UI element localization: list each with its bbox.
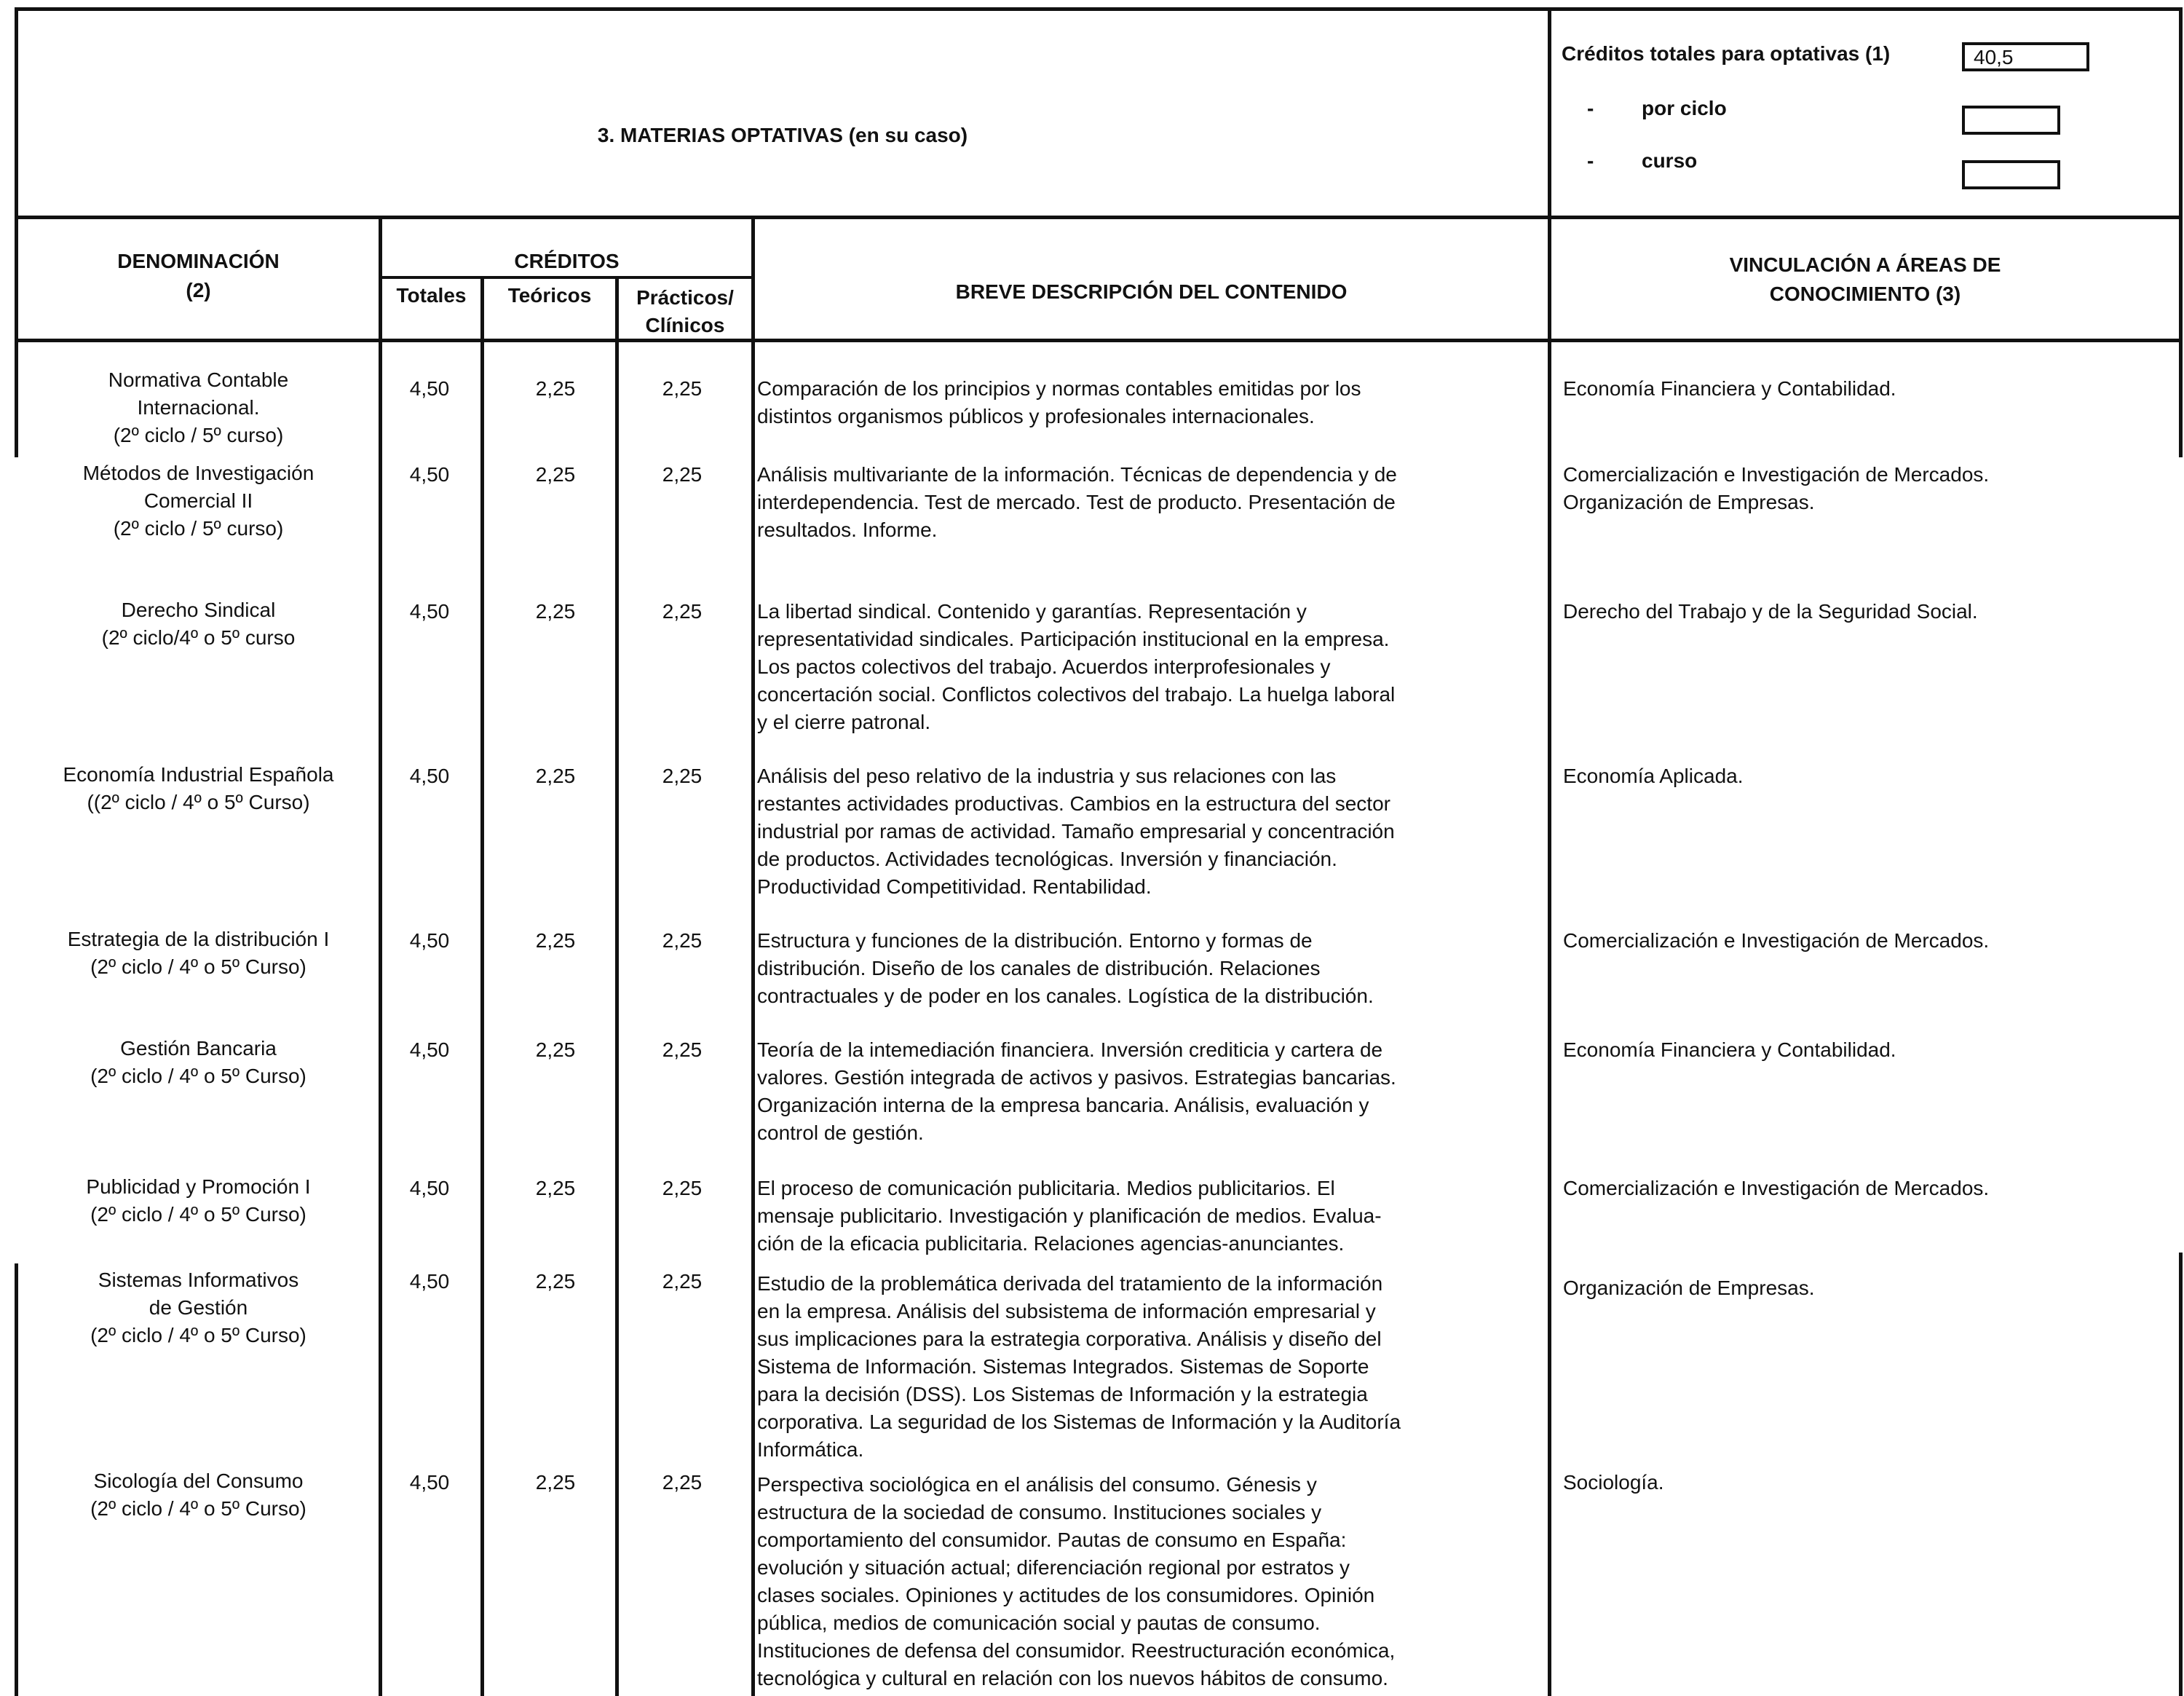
knowledge-area: Economía Aplicada. <box>1563 765 1744 787</box>
knowledge-area: Economía Financiera y Contabilidad. <box>1563 377 1896 400</box>
knowledge-area: Sociología. <box>1563 1471 1664 1494</box>
credits-practice: 2,25 <box>662 600 703 623</box>
credits-total: 4,50 <box>409 1038 450 1061</box>
credits-theory: 2,25 <box>535 765 576 787</box>
column-header-bottom-rule <box>15 339 2183 342</box>
course-dash: - <box>1587 149 1594 172</box>
subject-name: Gestión Bancaria (2º ciclo / 4º o 5º Curso) <box>90 1037 306 1087</box>
col-totales: Totales <box>396 284 467 307</box>
per-cycle-label: por ciclo <box>1642 97 1727 119</box>
credits-practice: 2,25 <box>662 1177 703 1199</box>
description: Comparación de los principios y normas contables emitidas por los distintos organismos públicos y profesionales internacionales. <box>757 377 1361 427</box>
credits-total: 4,50 <box>409 600 450 623</box>
credits-theory: 2,25 <box>535 1177 576 1199</box>
credits-total: 4,50 <box>409 463 450 486</box>
col-vinculacion-line2: CONOCIMIENTO (3) <box>1769 283 1961 305</box>
credits-theory: 2,25 <box>535 600 576 623</box>
knowledge-area: Economía Financiera y Contabilidad. <box>1563 1038 1896 1061</box>
col-denominacion: DENOMINACIÓN <box>117 250 280 272</box>
subject-name: Economía Industrial Española ((2º ciclo / 4º o 5º Curso) <box>63 763 334 813</box>
credits-total-label: Créditos totales para optativas (1) <box>1562 42 1891 65</box>
subject-name: Estrategia de la distribución I (2º ciclo / 4º o 5º Curso) <box>67 928 330 978</box>
subject-name: Métodos de Investigación Comercial II (2º ciclo / 5º curso) <box>82 462 314 540</box>
col-vinculacion-line1: VINCULACIÓN A ÁREAS DE <box>1729 253 2001 276</box>
description: El proceso de comunicación publicitaria. Medios publicitarios. El mensaje publicitario. Investigación y planificación de medios. Evalua- ción de la eficacia publicitaria. Relaciones agencias-anunciantes. <box>757 1177 1382 1255</box>
credits-theory: 2,25 <box>535 377 576 400</box>
subject-name: Normativa Contable Internacional. (2º ciclo / 5º curso) <box>108 368 289 446</box>
credits-practice: 2,25 <box>662 463 703 486</box>
credits-theory: 2,25 <box>535 1270 576 1293</box>
credits-theory: 2,25 <box>535 1471 576 1494</box>
col-descripcion: BREVE DESCRIPCIÓN DEL CONTENIDO <box>955 280 1348 303</box>
subject-name: Publicidad y Promoción I (2º ciclo / 4º o 5º Curso) <box>86 1175 311 1226</box>
right-border <box>2179 7 2183 457</box>
subject-name: Sicología del Consumo (2º ciclo / 4º o 5º Curso) <box>90 1470 306 1520</box>
course-field <box>1962 160 2060 189</box>
knowledge-area: Comercialización e Investigación de Mercados. <box>1563 1177 1990 1199</box>
credits-total: 4,50 <box>409 1270 450 1293</box>
credits-total: 4,50 <box>409 1177 450 1199</box>
knowledge-area: Derecho del Trabajo y de la Seguridad Social. <box>1563 600 1978 623</box>
credits-practice: 2,25 <box>662 1270 703 1293</box>
col-denominacion-note: (2) <box>186 279 211 301</box>
description: Análisis del peso relativo de la industria y sus relaciones con las restantes actividades productivas. Cambios en la estructura del sector industrial por ramas de actividad. Tamaño empresarial y concentración de productos. Actividades tecnológicas. Inversión y financiación. Productividad Competitividad. Rentabilidad. <box>757 765 1395 898</box>
description: Estudio de la problemática derivada del tratamiento de la información en la empresa. Análisis del subsistema de información empresarial y sus implicaciones para la estrategia corporativa. Análisis y diseño del Sistema de Información. Sistemas Integrados. Sistemas de Soporte para la decisión (DSS). Los Sistemas de Información y la estrategia corporativa. La seguridad de los Sistemas de Información y la Auditoría Informática. <box>757 1272 1401 1461</box>
knowledge-area: Comercialización e Investigación de Mercados. <box>1563 929 1990 952</box>
credits-total: 4,50 <box>409 377 450 400</box>
description: Teoría de la intemediación financiera. Inversión crediticia y cartera de valores. Gestión integrada de activos y pasivos. Estrategias bancarias. Organización interna de la empresa bancaria. Análisis, evaluación y control de gestión. <box>757 1038 1396 1144</box>
credits-total: 4,50 <box>409 929 450 952</box>
credits-total-field: 40,5 <box>1962 42 2089 71</box>
credits-theory: 2,25 <box>535 929 576 952</box>
subject-name: Sistemas Informativos de Gestión (2º ciclo / 4º o 5º Curso) <box>90 1269 306 1346</box>
credits-practice: 2,25 <box>662 1038 703 1061</box>
credits-practice: 2,25 <box>662 377 703 400</box>
knowledge-area: Organización de Empresas. <box>1563 1277 1815 1299</box>
credits-total: 4,50 <box>409 1471 450 1494</box>
credits-practice: 2,25 <box>662 1471 703 1494</box>
subject-name: Derecho Sindical (2º ciclo/4º o 5º curso <box>101 599 296 649</box>
credits-practice: 2,25 <box>662 765 703 787</box>
per-cycle-dash: - <box>1587 97 1594 119</box>
description: Análisis multivariante de la información. Técnicas de dependencia y de interdependencia. Test de mercado. Test de producto. Presentación de resultados. Informe. <box>757 463 1397 541</box>
description: Estructura y funciones de la distribución. Entorno y formas de distribución. Diseño de los canales de distribución. Relaciones contractuales y de poder en los canales. Logística de la distribución. <box>757 929 1374 1007</box>
col-clinicos: Clínicos <box>645 314 725 336</box>
description: Perspectiva sociológica en el análisis del consumo. Génesis y estructura de la sociedad de consumo. Instituciones sociales y comportamiento del consumidor. Pautas de consumo en España: evolución y situación actual; diferenciación regional por estratos y clases sociales. Opiniones y actitudes de los consumidores. Opinión pública, medios de comunicación social y pautas de consumo. Instituciones de defensa del consumidor. Reestructuración económica, tecnológica y cultural en relación con los nuevos hábitos de consumo. <box>757 1473 1396 1689</box>
credits-total: 4,50 <box>409 765 450 787</box>
col-teoricos: Teóricos <box>507 284 592 307</box>
creditos-subheader-rule <box>379 276 751 279</box>
knowledge-area: Comercialización e Investigación de Mercados. Organización de Empresas. <box>1563 463 1990 513</box>
top-border <box>15 7 2183 11</box>
per-cycle-field <box>1962 106 2060 135</box>
col-creditos: CRÉDITOS <box>514 250 620 272</box>
header-bottom-rule <box>15 216 2183 219</box>
description: La libertad sindical. Contenido y garantías. Representación y representatividad sindicales. Participación institucional en la empresa. Los pactos colectivos del trabajo. Acuerdos interprofesionales y concertación social. Conflictos colectivos del trabajo. La huelga laboral y el cierre patronal. <box>757 600 1396 733</box>
credits-practice: 2,25 <box>662 929 703 952</box>
course-label: curso <box>1642 149 1698 172</box>
section-title: 3. MATERIAS OPTATIVAS (en su caso) <box>597 124 968 146</box>
credits-theory: 2,25 <box>535 1038 576 1061</box>
col-practicos: Prácticos/ <box>636 286 734 309</box>
credits-theory: 2,25 <box>535 463 576 486</box>
divider-credits-description <box>751 216 755 1696</box>
right-border-lower <box>2179 1253 2183 1696</box>
